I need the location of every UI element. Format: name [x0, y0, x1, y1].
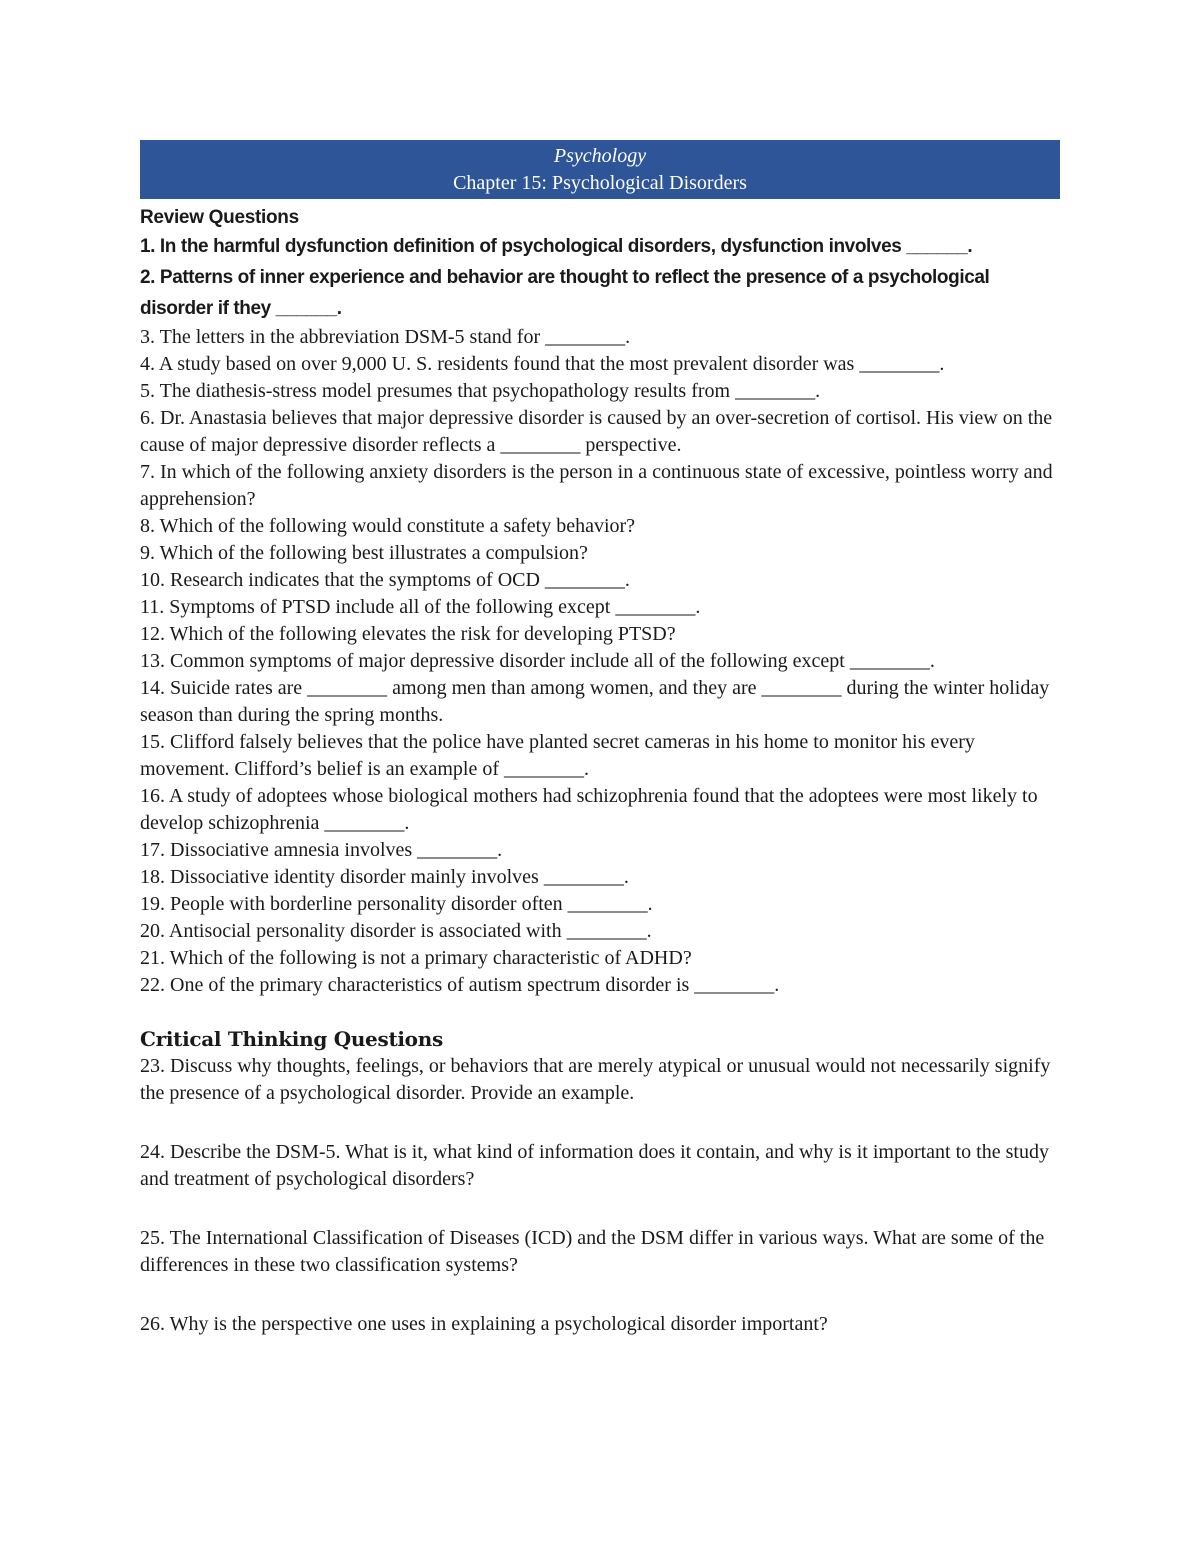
question-item: 6. Dr. Anastasia believes that major depressive disorder is caused by an over-secretion of cortisol. His view on the cause of major depressive disorder reflects a ________ perspective. [140, 407, 1053, 456]
question-item: 2. Patterns of inner experience and behavior are thought to reflect the presence of a psychological disorder if they ______. [140, 267, 990, 319]
question-item: 14. Suicide rates are ________ among men than among women, and they are ________ during the winter holiday season than during the spring months. [140, 677, 1050, 726]
document-page [140, 140, 1060, 1370]
question-item: 10. Research indicates that the symptoms of OCD ________. [140, 569, 630, 591]
question-item: 12. Which of the following elevates the risk for developing PTSD? [140, 623, 676, 645]
question-item: 20. Antisocial personality disorder is associated with ________. [140, 920, 652, 942]
critical-thinking-heading: Critical Thinking Questions [140, 1027, 443, 1051]
question-item: 21. Which of the following is not a primary characteristic of ADHD? [140, 947, 692, 969]
question-item: 25. The International Classification of Diseases (ICD) and the DSM differ in various ways. What are some of the differences in these two classification systems? [140, 1227, 1045, 1276]
review-questions-heading: Review Questions [140, 207, 299, 228]
question-item: 26. Why is the perspective one uses in explaining a psychological disorder important? [140, 1313, 828, 1335]
question-item: 5. The diathesis-stress model presumes that psychopathology results from ________. [140, 380, 821, 402]
question-item: 1. In the harmful dysfunction definition of psychological disorders, dysfunction involves ______. [140, 236, 973, 257]
question-item: 3. The letters in the abbreviation DSM-5 stand for ________. [140, 326, 631, 348]
question-item: 9. Which of the following best illustrates a compulsion? [140, 542, 588, 564]
question-item: 22. One of the primary characteristics of autism spectrum disorder is ________. [140, 974, 780, 996]
question-item: 4. A study based on over 9,000 U. S. residents found that the most prevalent disorder was ________. [140, 353, 945, 375]
chapter-title: Chapter 15: Psychological Disorders [453, 172, 747, 194]
question-item: 15. Clifford falsely believes that the police have planted secret cameras in his home to monitor his every movement. Clifford’s belief is an example of ________. [140, 731, 975, 780]
question-item: 17. Dissociative amnesia involves ________. [140, 839, 503, 861]
title-banner [140, 140, 1060, 199]
question-item: 16. A study of adoptees whose biological mothers had schizophrenia found that the adoptees were most likely to develop schizophrenia ________. [140, 785, 1038, 834]
question-item: 19. People with borderline personality disorder often ________. [140, 893, 653, 915]
question-item: 8. Which of the following would constitute a safety behavior? [140, 515, 636, 537]
critical-thinking-list [140, 1053, 1060, 1338]
review-bold-questions [140, 231, 1060, 324]
question-item: 11. Symptoms of PTSD include all of the following except ________. [140, 596, 701, 618]
question-item: 24. Describe the DSM-5. What is it, what kind of information does it contain, and why is it important to the study and treatment of psychological disorders? [140, 1141, 1049, 1190]
question-item: 7. In which of the following anxiety disorders is the person in a continuous state of excessive, pointless worry and apprehension? [140, 461, 1053, 510]
review-questions-list [140, 324, 1060, 999]
subject-title: Psychology [553, 145, 647, 167]
question-item: 23. Discuss why thoughts, feelings, or behaviors that are merely atypical or unusual would not necessarily signify the presence of a psychological disorder. Provide an example. [140, 1055, 1051, 1104]
question-item: 13. Common symptoms of major depressive disorder include all of the following except ________. [140, 650, 935, 672]
question-item: 18. Dissociative identity disorder mainly involves ________. [140, 866, 629, 888]
